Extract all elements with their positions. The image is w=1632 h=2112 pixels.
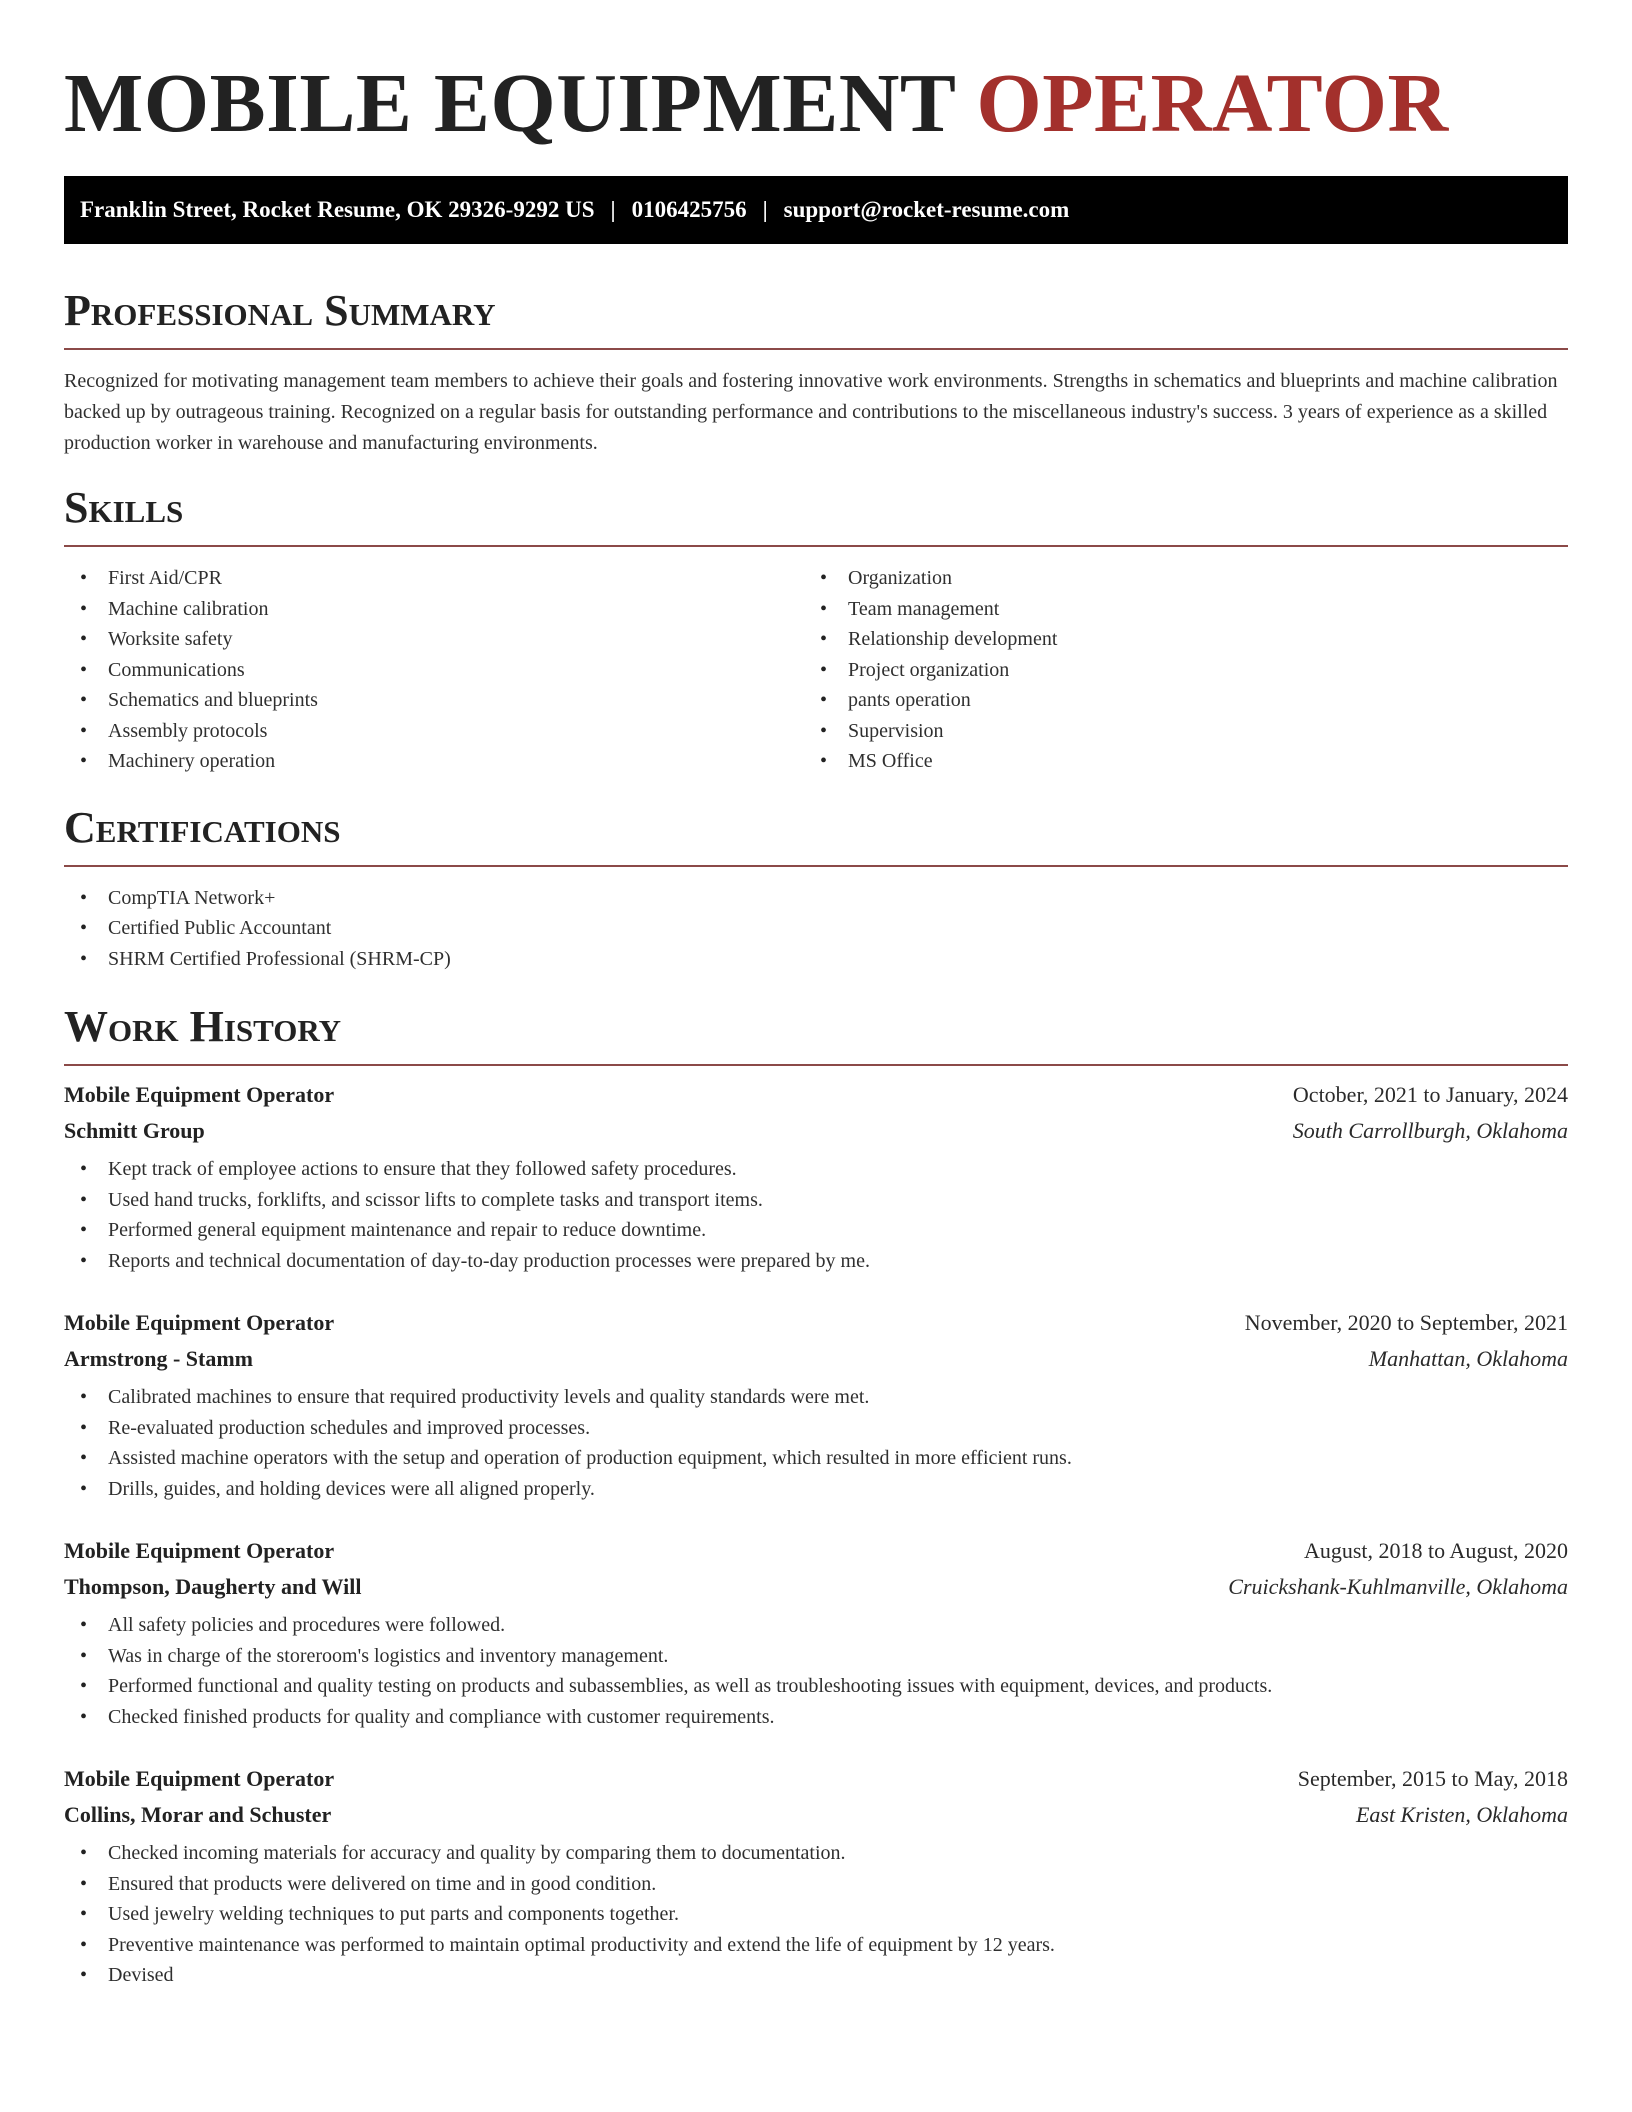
work-history-heading: Work History: [64, 1002, 342, 1051]
summary-text: Recognized for motivating management team members to achieve their goals and fostering innovative work environments. Strengths in schematics and blueprints and machine calibration backed up by outrageous training. Recognized on a regular basis for outstanding performance and contributions to the miscellaneous industry's success. 3 years of experience as a skilled production worker in warehouse and manufacturing environments.: [64, 370, 1558, 454]
jobs-list: [64, 1082, 1568, 1991]
job-entry: [64, 1538, 1568, 1732]
job-title: Mobile Equipment Operator: [64, 1082, 335, 1107]
job-duty-item: • Checked incoming materials for accuracy and quality by comparing them to documentation.: [64, 1838, 1568, 1869]
skill-item: • First Aid/CPR: [64, 563, 804, 594]
job-entry: [64, 1310, 1568, 1504]
section-divider: [64, 865, 1568, 867]
title-main: MOBILE EQUIPMENT: [64, 57, 955, 150]
job-header-row: [64, 1538, 1568, 1574]
job-company: Collins, Morar and Schuster: [64, 1802, 332, 1827]
job-entry: [64, 1766, 1568, 1991]
job-duty-item: • Used jewelry welding techniques to put parts and components together.: [64, 1899, 1568, 1930]
job-duty-item: • Re-evaluated production schedules and improved processes.: [64, 1413, 1568, 1444]
job-title: Mobile Equipment Operator: [64, 1538, 335, 1563]
job-duty-item: • Devised: [64, 1960, 1568, 1991]
skill-item: • pants operation: [804, 685, 1544, 716]
skill-item: • Worksite safety: [64, 624, 804, 655]
job-company-row: [64, 1574, 1568, 1610]
skills-section: [64, 483, 1568, 777]
certifications-section: [64, 803, 1568, 975]
job-duties-list: [64, 1154, 1568, 1276]
skill-item: • Project organization: [804, 655, 1544, 686]
section-divider: [64, 348, 1568, 350]
skill-item: • Organization: [804, 563, 1544, 594]
skill-item: • Communications: [64, 655, 804, 686]
work-history-section: [64, 1002, 1568, 1991]
job-company-row: [64, 1802, 1568, 1838]
job-dates: November, 2020 to September, 2021: [1244, 1310, 1568, 1335]
contact-address: Franklin Street, Rocket Resume, OK 29326-9292 US: [80, 197, 595, 222]
job-header-row: [64, 1310, 1568, 1346]
summary-heading: Professional Summary: [64, 286, 496, 335]
skills-grid: [64, 563, 1568, 777]
job-duty-item: • Performed general equipment maintenance and repair to reduce downtime.: [64, 1215, 1568, 1246]
job-dates: October, 2021 to January, 2024: [1292, 1082, 1568, 1107]
contact-phone: 0106425756: [631, 197, 747, 222]
job-location: Manhattan, Oklahoma: [1368, 1346, 1568, 1371]
job-duty-item: • All safety policies and procedures were followed.: [64, 1610, 1568, 1641]
section-divider: [64, 1064, 1568, 1066]
job-company: Armstrong - Stamm: [64, 1346, 254, 1371]
section-divider: [64, 545, 1568, 547]
skills-list-left: [64, 563, 804, 777]
job-dates: September, 2015 to May, 2018: [1297, 1766, 1568, 1791]
certifications-heading: Certifications: [64, 802, 341, 852]
resume-title: [64, 0, 1568, 176]
job-duties-list: [64, 1838, 1568, 1991]
title-accent: OPERATOR: [976, 57, 1449, 150]
skill-item: • MS Office: [804, 746, 1544, 777]
summary-section: [64, 286, 1568, 459]
job-company: Thompson, Daugherty and Will: [64, 1574, 362, 1599]
job-location: South Carrollburgh, Oklahoma: [1292, 1118, 1568, 1143]
job-duties-list: [64, 1610, 1568, 1732]
job-header-row: [64, 1766, 1568, 1802]
job-header-row: [64, 1082, 1568, 1118]
skill-item: • Machinery operation: [64, 746, 804, 777]
job-company-row: [64, 1118, 1568, 1154]
job-duty-item: • Assisted machine operators with the setup and operation of production equipment, which resulted in more efficient runs.: [64, 1443, 1568, 1474]
contact-bar: [64, 176, 1568, 244]
job-title: Mobile Equipment Operator: [64, 1310, 335, 1335]
skills-heading: Skills: [64, 483, 184, 532]
contact-email[interactable]: support@rocket-resume.com: [783, 197, 1070, 222]
job-duty-item: • Calibrated machines to ensure that required productivity levels and quality standards were met.: [64, 1382, 1568, 1413]
job-duty-item: • Kept track of employee actions to ensure that they followed safety procedures.: [64, 1154, 1568, 1185]
skill-item: • Machine calibration: [64, 594, 804, 625]
job-duty-item: • Reports and technical documentation of day-to-day production processes were prepared by me.: [64, 1246, 1568, 1277]
job-duty-item: • Was in charge of the storeroom's logistics and inventory management.: [64, 1641, 1568, 1672]
certifications-list: [64, 883, 1568, 975]
job-duty-item: • Preventive maintenance was performed to maintain optimal productivity and extend the life of equipment by 12 years.: [64, 1930, 1568, 1961]
job-location: Cruickshank-Kuhlmanville, Oklahoma: [1228, 1574, 1568, 1599]
certification-item: • CompTIA Network+: [64, 883, 1568, 914]
skill-item: • Relationship development: [804, 624, 1544, 655]
job-title: Mobile Equipment Operator: [64, 1766, 335, 1791]
job-dates: August, 2018 to August, 2020: [1303, 1538, 1568, 1563]
certification-item: • SHRM Certified Professional (SHRM-CP): [64, 944, 1568, 975]
contact-separator: |: [610, 197, 616, 222]
job-duty-item: • Used hand trucks, forklifts, and scissor lifts to complete tasks and transport items.: [64, 1185, 1568, 1216]
skill-item: • Schematics and blueprints: [64, 685, 804, 716]
job-duty-item: • Performed functional and quality testing on products and subassemblies, as well as troubleshooting issues with equipment, devices, and products.: [64, 1671, 1568, 1702]
job-company-row: [64, 1346, 1568, 1382]
job-duty-item: • Ensured that products were delivered on time and in good condition.: [64, 1869, 1568, 1900]
job-entry: [64, 1082, 1568, 1276]
skills-list-right: [804, 563, 1544, 777]
skill-item: • Supervision: [804, 716, 1544, 747]
contact-separator: |: [762, 197, 768, 222]
job-company: Schmitt Group: [64, 1118, 205, 1143]
job-duties-list: [64, 1382, 1568, 1504]
certification-item: • Certified Public Accountant: [64, 913, 1568, 944]
job-duty-item: • Checked finished products for quality and compliance with customer requirements.: [64, 1702, 1568, 1733]
skill-item: • Assembly protocols: [64, 716, 804, 747]
job-duty-item: • Drills, guides, and holding devices were all aligned properly.: [64, 1474, 1568, 1505]
job-location: East Kristen, Oklahoma: [1355, 1802, 1568, 1827]
skill-item: • Team management: [804, 594, 1544, 625]
